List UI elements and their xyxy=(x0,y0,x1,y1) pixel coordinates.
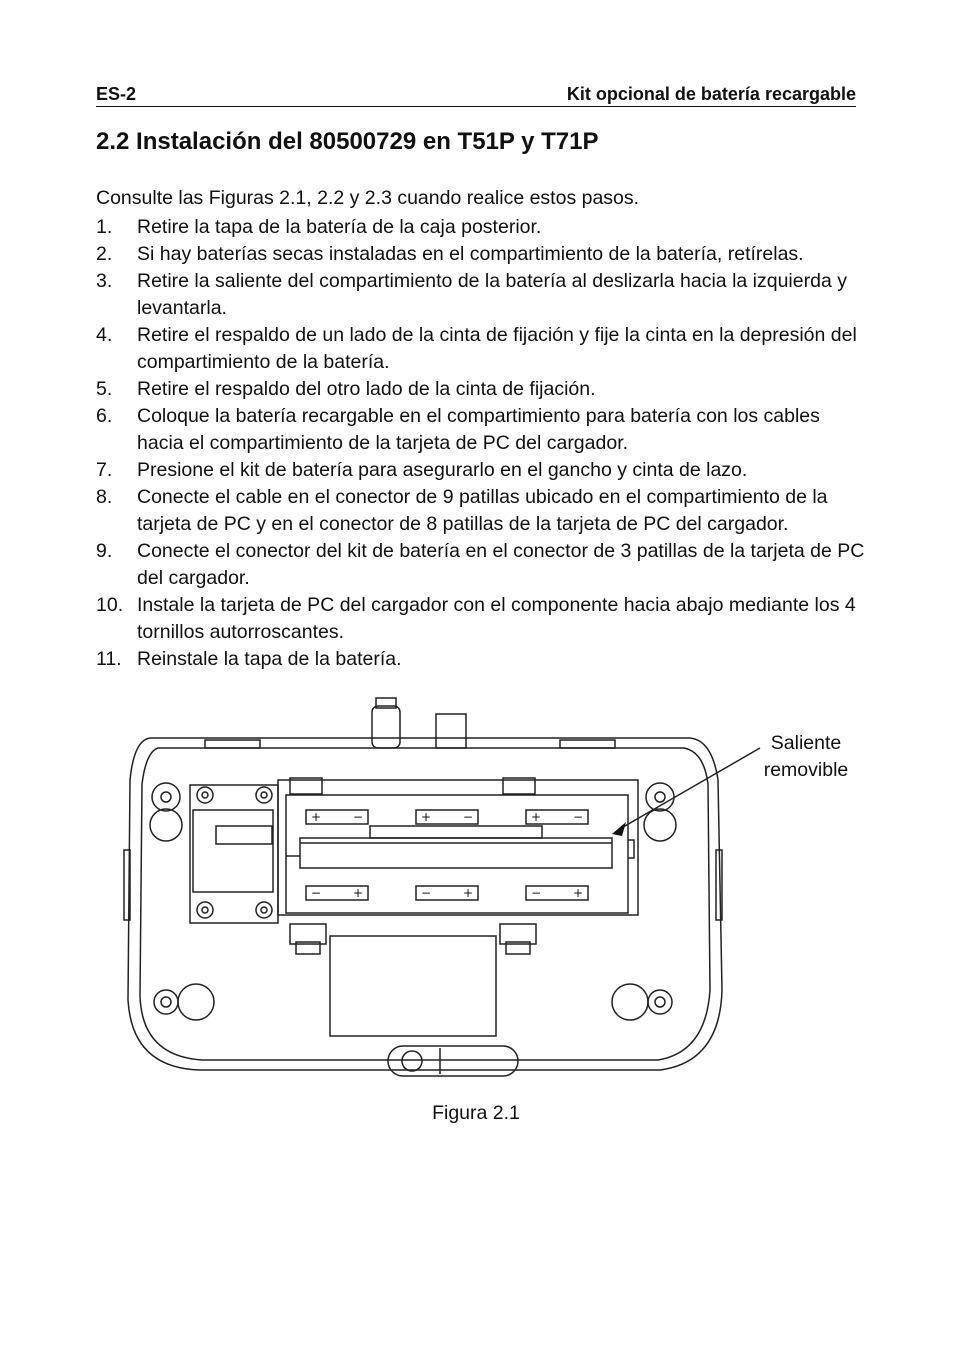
step-text: Retire el respaldo del otro lado de la cinta de fijación. xyxy=(137,378,596,400)
list-item xyxy=(96,403,866,457)
battery-plus-label: + xyxy=(572,886,584,900)
list-item xyxy=(96,268,866,322)
step-text: Reinstale la tapa de la batería. xyxy=(137,648,402,670)
compartment-clip xyxy=(290,924,326,944)
step-number: 3. xyxy=(96,270,113,292)
callout-line: removible xyxy=(763,759,849,781)
battery-plus-label: + xyxy=(420,810,432,824)
list-item xyxy=(96,646,866,673)
list-item xyxy=(96,457,866,484)
cable-gland xyxy=(372,706,400,748)
step-text: Si hay baterías secas instaladas en el compartimiento de la batería, retírelas. xyxy=(137,243,804,265)
battery-plus-label: + xyxy=(352,886,364,900)
connector-9-pin xyxy=(216,826,272,844)
step-text: Coloque la batería recargable en el compartimiento para batería con los cables hacia el compartimiento de la tarjeta de PC del cargador. xyxy=(137,405,820,454)
label-plate xyxy=(330,936,496,1036)
running-title: Kit opcional de batería recargable xyxy=(566,84,856,104)
step-number: 11. xyxy=(96,648,122,670)
figure-caption: Figura 2.1 xyxy=(432,1102,520,1124)
list-item xyxy=(96,214,866,241)
foot-boss xyxy=(644,809,676,841)
page-header xyxy=(96,84,856,107)
foot-boss xyxy=(178,984,214,1020)
step-number: 6. xyxy=(96,405,113,427)
page-number: ES-2 xyxy=(96,84,137,104)
step-text: Conecte el cable en el conector de 9 patillas ubicado en el compartimiento de la tarjeta de PC y en el conector de 8 patillas de la tarjeta de PC del cargador. xyxy=(137,486,828,535)
corner-boss xyxy=(152,783,180,811)
step-number: 5. xyxy=(96,378,113,400)
steps-list xyxy=(96,214,866,673)
step-text: Conecte el conector del kit de batería en el conector de 3 patillas de la tarjeta de PC del cargador. xyxy=(137,540,865,589)
callout-arrowhead xyxy=(612,822,626,836)
section-title: 2.2 Instalación del 80500729 en T51P y T71P xyxy=(96,128,599,155)
battery-minus-label: − xyxy=(352,810,364,824)
step-number: 4. xyxy=(96,324,113,346)
list-item xyxy=(96,592,866,646)
step-text: Instale la tarjeta de PC del cargador con el componente hacia abajo mediante los 4 tornillos autorroscantes. xyxy=(137,594,856,643)
step-text: Retire la tapa de la batería de la caja posterior. xyxy=(137,216,542,238)
battery-minus-label: − xyxy=(420,886,432,900)
step-text: Retire la saliente del compartimiento de la batería al deslizarla hacia la izquierda y levantarla. xyxy=(137,270,847,319)
step-number: 2. xyxy=(96,243,113,265)
step-number: 8. xyxy=(96,486,113,508)
top-slot-right xyxy=(560,740,615,748)
intro-paragraph: Consulte las Figuras 2.1, 2.2 y 2.3 cuando realice estos pasos. xyxy=(96,187,640,209)
top-connector xyxy=(436,714,466,748)
pc-board xyxy=(193,810,273,892)
battery-minus-label: − xyxy=(572,810,584,824)
callout-label xyxy=(756,730,856,784)
top-slot-left xyxy=(205,740,260,748)
bottom-latch xyxy=(388,1046,518,1076)
battery-compartment xyxy=(278,780,638,915)
list-item xyxy=(96,322,866,376)
battery-minus-label: − xyxy=(462,810,474,824)
battery-plus-label: + xyxy=(530,810,542,824)
battery-plus-label: + xyxy=(310,810,322,824)
list-item xyxy=(96,376,866,403)
compartment-clip xyxy=(500,924,536,944)
step-number: 10. xyxy=(96,594,124,616)
list-item xyxy=(96,538,866,592)
battery-plus-label: + xyxy=(462,886,474,900)
corner-boss xyxy=(648,990,672,1014)
step-number: 7. xyxy=(96,459,113,481)
foot-boss xyxy=(150,809,182,841)
battery-minus-label: − xyxy=(310,886,322,900)
step-number: 1. xyxy=(96,216,113,238)
battery-minus-label: − xyxy=(530,886,542,900)
corner-boss xyxy=(646,783,674,811)
step-text: Retire el respaldo de un lado de la cinta de fijación y fije la cinta en la depresión del compartimiento de la batería. xyxy=(137,324,857,373)
list-item xyxy=(96,241,866,268)
callout-line: Saliente xyxy=(770,732,842,754)
step-text: Presione el kit de batería para asegurarlo en el gancho y cinta de lazo. xyxy=(137,459,748,481)
callout-leader xyxy=(618,748,760,830)
list-item xyxy=(96,484,866,538)
corner-boss xyxy=(154,990,178,1014)
step-number: 9. xyxy=(96,540,113,562)
foot-boss xyxy=(612,984,648,1020)
